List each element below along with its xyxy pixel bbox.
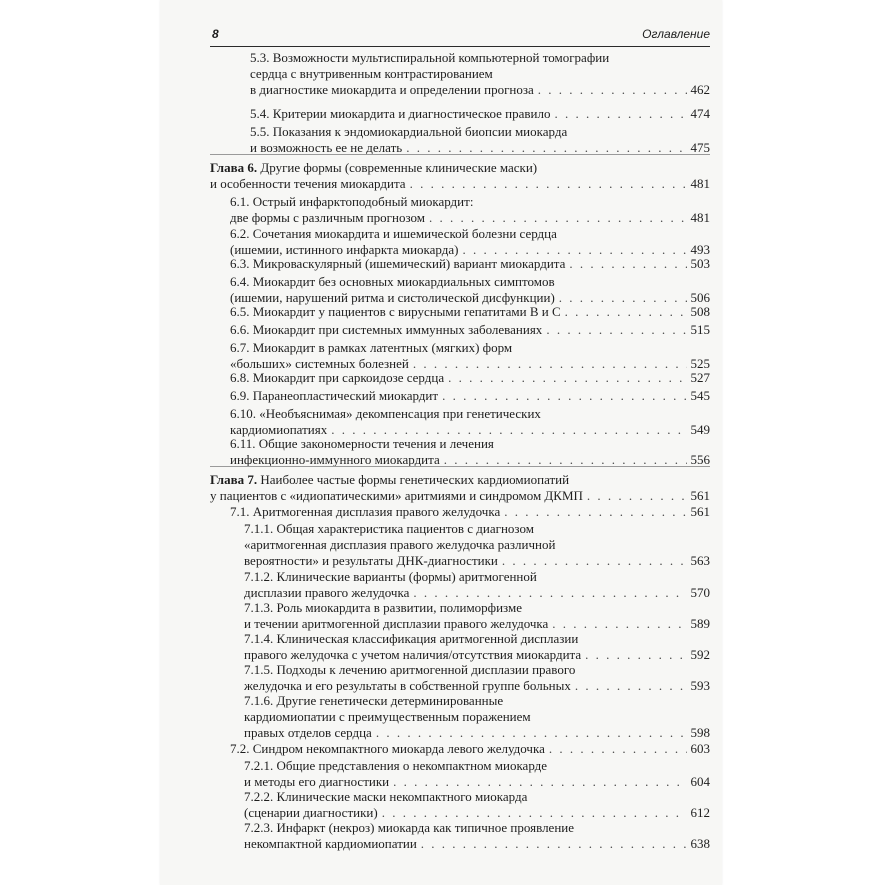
toc-entry-7-1-5 [244,662,710,694]
toc-page-number: 563 [690,552,710,568]
toc-page-number: 525 [690,355,710,371]
toc-page-number: 462 [690,81,710,97]
toc-page-number: 593 [690,677,710,693]
toc-page-number: 503 [690,256,710,271]
toc-line: 6.3. Микроваскулярный (ишемический) вариант миокардита [230,256,566,271]
toc-line: 7.2.2. Клинические маски некомпактного миокарда [244,789,528,804]
toc-page-number: 481 [690,175,710,191]
toc-page-number: 515 [690,322,710,337]
toc-entry-6-3 [230,256,710,272]
toc-page-number: 474 [690,106,710,121]
toc-line: 6.8. Миокардит при саркоидозе сердца [230,370,445,385]
toc-line: кардиомиопатии с преимущественным поражением [244,708,531,724]
toc-line: «больших» системных болезней [230,355,409,371]
toc-page-number: 508 [690,304,710,319]
toc-entry-7-1 [230,504,710,520]
toc-entry-6-4 [230,274,710,306]
section-divider [210,466,710,467]
section-title: Оглавление [642,27,710,41]
toc-entry-5-3 [250,50,710,97]
toc-line: 6.4. Миокардит без основных миокардиальных симптомов [230,274,555,289]
toc-line: 5.3. Возможности мультиспиральной компьютерной томографии [250,50,610,65]
toc-page-number: 545 [690,388,710,403]
toc-entry-5-5 [250,124,710,156]
page-number: 8 [212,27,219,41]
toc-line: 7.1.4. Клиническая классификация аритмогенной дисплазии [244,631,579,646]
toc-entry-7-2 [230,741,710,757]
section-divider [210,154,710,155]
toc-page-number: 506 [690,289,710,305]
toc-page-number: 561 [690,504,710,519]
toc-line: и возможность ее не делать [250,139,403,155]
toc-line: и методы его диагностики [244,773,390,789]
toc-line: сердца с внутривенным контрастированием [250,65,493,81]
toc-page-number: 527 [690,370,710,385]
toc-line: 6.9. Паранеопластический миокардит [230,388,439,403]
toc-entry-7-1-4 [244,631,710,663]
toc-line: 7.1.3. Роль миокардита в развитии, полиморфизме [244,600,523,615]
toc-line: и течении аритмогенной дисплазии правого желудочка [244,615,549,631]
toc-page-number: 561 [690,487,710,503]
toc-line: дисплазии правого желудочка [244,584,410,600]
toc-line: 7.2. Синдром некомпактного миокарда левого желудочка [230,741,545,756]
toc-line: 7.2.1. Общие представления о некомпактном миокарде [244,758,548,773]
toc-line: 6.11. Общие закономерности течения и лечения [230,436,494,451]
toc-line: 6.6. Миокардит при системных иммунных заболеваниях [230,322,543,337]
toc-line: 7.1.5. Подходы к лечению аритмогенной дисплазии правого [244,662,576,677]
toc-line: (ишемии, истинного инфаркта миокарда) [230,241,459,257]
toc-entry-7-2-3 [244,820,710,852]
toc-entry-7-2-1 [244,758,710,790]
toc-line: Другие формы (современные клинические маски) [257,160,538,175]
toc-entry-5-4 [250,106,710,122]
toc-line: 7.1.2. Клинические варианты (формы) аритмогенной [244,569,537,584]
toc-line: и особенности течения миокардита [210,175,406,191]
toc-entry-7-1-2 [244,569,710,601]
toc-line: инфекционно-иммунного миокардита [230,451,440,467]
toc-line: «аритмогенная дисплазия правого желудочка различной [244,536,556,552]
toc-line: 6.7. Миокардит в рамках латентных (мягких) форм [230,340,513,355]
toc-chapter-6 [210,160,710,192]
toc-line: желудочка и его результаты в собственной группе больных [244,677,571,693]
toc-chapter-7 [210,472,710,504]
toc-line: правого желудочка с учетом наличия/отсутствия миокардита [244,646,582,662]
toc-line: некомпактной кардиомиопатии [244,835,417,851]
toc-page-number: 603 [690,741,710,756]
toc-entry-6-2 [230,226,710,258]
running-header [210,24,710,47]
toc-page-number: 493 [690,241,710,257]
toc-line: Наиболее частые формы генетических кардиомиопатий [257,472,570,487]
toc-line: 7.2.3. Инфаркт (некроз) миокарда как типичное проявление [244,820,575,835]
toc-page-number: 592 [690,646,710,662]
toc-line: 6.10. «Необъяснимая» декомпенсация при генетических [230,406,541,421]
toc-entry-6-11 [230,436,710,468]
toc-entry-6-7 [230,340,710,372]
book-page [160,0,722,885]
toc-line: (сценарии диагностики) [244,804,378,820]
toc-entry-6-8 [230,370,710,386]
toc-line: у пациентов с «идиопатическими» аритмиями и синдромом ДКМП [210,487,583,503]
toc-entry-7-2-2 [244,789,710,821]
toc-entry-6-1 [230,194,710,226]
chapter-label: Глава 6. [210,160,258,175]
toc-line: две формы с различным прогнозом [230,209,425,225]
toc-entry-6-5 [230,304,710,320]
toc-line: 7.1.6. Другие генетически детерминированные [244,693,504,708]
toc-line: правых отделов сердца [244,724,372,740]
toc-page-number: 549 [690,421,710,437]
toc-line: кардиомиопатиях [230,421,328,437]
toc-page-number: 638 [690,835,710,851]
toc-page-number: 612 [690,804,710,820]
toc-page-number: 589 [690,615,710,631]
toc-page-number: 556 [690,451,710,467]
toc-line: в диагностике миокардита и определении прогноза [250,81,534,97]
toc-line: 6.2. Сочетания миокардита и ишемической болезни сердца [230,226,557,241]
toc-line: (ишемии, нарушений ритма и систолической дисфункции) [230,289,555,305]
toc-page-number: 475 [690,139,710,155]
toc-line: 7.1.1. Общая характеристика пациентов с диагнозом [244,521,534,536]
toc-page-number: 570 [690,584,710,600]
toc-entry-7-1-1 [244,521,710,568]
toc-page-number: 598 [690,724,710,740]
chapter-label: Глава 7. [210,472,258,487]
toc-page-number: 481 [690,209,710,225]
toc-line: 6.1. Острый инфарктоподобный миокардит: [230,194,474,209]
toc-entry-6-9 [230,388,710,404]
toc-entry-7-1-3 [244,600,710,632]
toc-line: 5.5. Показания к эндомиокардиальной биопсии миокарда [250,124,568,139]
toc-entry-6-6 [230,322,710,338]
toc-page-number: 604 [690,773,710,789]
toc-line: вероятности» и результаты ДНК-диагностики [244,552,498,568]
toc-entry-6-10 [230,406,710,438]
toc-line: 6.5. Миокардит у пациентов с вирусными гепатитами В и С [230,304,561,319]
toc-line: 7.1. Аритмогенная дисплазия правого желудочка [230,504,501,519]
toc-line: 5.4. Критерии миокардита и диагностическое правило [250,106,551,121]
toc-entry-7-1-6 [244,693,710,740]
